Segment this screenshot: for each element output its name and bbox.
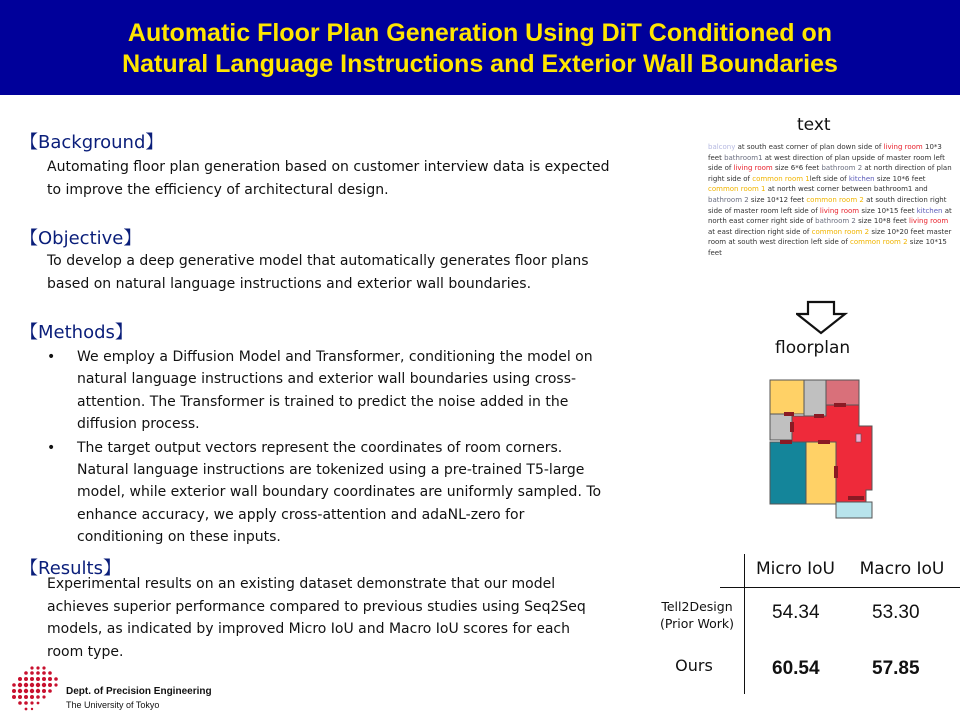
- table-prior-macro: 53.30: [872, 602, 920, 623]
- results-line-2: achieves superior performance compared to previous studies using Seq2Seq: [47, 598, 586, 615]
- title-line-1: Automatic Floor Plan Generation Using DiT Conditioned on: [127, 19, 833, 47]
- background-line-2: to improve the efficiency of architectural design.: [47, 181, 389, 198]
- table-ours-macro: 57.85: [872, 658, 920, 679]
- spec-text: at south east corner of plan down side of: [735, 143, 884, 151]
- table-horizontal-rule: [720, 587, 960, 588]
- title-banner: [0, 0, 960, 95]
- spec-text: size 10*20 feet master room at south west direction left side of: [708, 227, 952, 247]
- spec-living-room: living room: [909, 217, 949, 226]
- spec-common-room: common room 2: [850, 238, 908, 247]
- floorplan-label: floorplan: [775, 338, 851, 358]
- table-prior-micro: 54.34: [772, 602, 820, 623]
- bullet-1-line-4: diffusion process.: [77, 416, 200, 433]
- room-common-room-1: [770, 380, 804, 414]
- spec-bathroom: bathroom 2: [815, 217, 856, 226]
- room-common-room-2: [806, 442, 836, 504]
- results-line-1: Experimental results on an existing dataset demonstrate that our model: [47, 576, 556, 592]
- bullet-1-line-3: attention. The Transformer is trained to predict the noise added in the: [77, 393, 569, 410]
- window-marker: [856, 434, 861, 442]
- table-vertical-rule: [744, 554, 745, 694]
- down-arrow-icon: [796, 300, 848, 336]
- door: [818, 440, 830, 444]
- spec-text: size 10*6 feet: [874, 174, 926, 183]
- results-text: [47, 573, 647, 663]
- spec-living-room: living room: [819, 206, 860, 215]
- results-heading: 【Results】: [20, 558, 121, 579]
- spec-text: at west direction of plan upside of master room left side of: [708, 153, 945, 173]
- poster-title: [0, 18, 960, 80]
- room-bathroom-1: [770, 414, 792, 440]
- spec-text: at north east corner right side of: [708, 206, 952, 226]
- room-bathroom-2: [804, 380, 826, 416]
- methods-heading: 【Methods】: [20, 322, 133, 343]
- floorplan-diagram: [766, 376, 878, 522]
- bullet-2-line-3: model, while exterior wall boundary coordinates are uniformly sampled. To: [77, 484, 602, 501]
- bullet-2-line-5: conditioning on these inputs.: [77, 529, 281, 546]
- bullet-2-line-1: The target output vectors represent the coordinates of room corners.: [77, 439, 563, 456]
- spec-bathroom: bathroom 2: [821, 164, 863, 173]
- university-logo-icon: [6, 664, 66, 714]
- bullet-2-line-4: enhance accuracy, we apply cross-attention and adaNL-zero for: [77, 506, 525, 523]
- spec-living-room: living room: [883, 143, 923, 151]
- bullet-1-line-2: natural language instructions and exterior wall boundaries using cross-: [77, 371, 577, 388]
- spec-kitchen: kitchen: [916, 206, 943, 215]
- bullet-1-line-1: We employ a Diffusion Model and Transformer, conditioning the model on: [77, 349, 593, 365]
- table-row-label-prior: [652, 598, 742, 632]
- door: [834, 466, 838, 478]
- spec-bathroom: bathroom 2: [708, 195, 749, 204]
- row-label-line-2: (Prior Work): [659, 616, 735, 631]
- bullet-dot: •: [47, 439, 56, 456]
- methods-bullet-2: [47, 437, 657, 549]
- spec-common-room: common room 1: [708, 185, 766, 194]
- background-heading: 【Background】: [20, 132, 164, 153]
- door: [834, 403, 846, 407]
- background-text: [47, 156, 672, 201]
- spec-common-room: common room 2: [806, 195, 864, 204]
- text-label: text: [797, 115, 831, 135]
- spec-text: 10*3 feet: [708, 143, 942, 162]
- bullet-dot: •: [47, 349, 56, 365]
- methods-bullet-1: [47, 346, 657, 436]
- door: [848, 496, 864, 500]
- row-label-line-1: Tell2Design: [661, 599, 733, 614]
- door: [780, 440, 792, 444]
- door: [814, 414, 824, 418]
- title-line-2: Natural Language Instructions and Exterior Wall Boundaries: [122, 50, 838, 78]
- logo-university-name: The University of Tokyo: [66, 700, 160, 710]
- door: [790, 422, 794, 432]
- bullet-2-line-2: Natural language instructions are tokenized using a pre-trained T5-large: [77, 462, 585, 479]
- spec-text: size 10*15 feet: [859, 206, 917, 215]
- objective-text: [47, 250, 672, 295]
- spec-common-room: common room 1: [752, 174, 810, 183]
- spec-kitchen: kitchen: [848, 174, 875, 183]
- spec-text: size 6*6 feet: [772, 164, 822, 173]
- spec-text: at east direction right side of: [708, 227, 812, 236]
- spec-text: left side of: [809, 174, 849, 183]
- spec-text: size 10*12 feet: [748, 195, 807, 204]
- room-master-room: [770, 442, 806, 504]
- objective-line-2: based on natural language instructions and exterior wall boundaries.: [47, 275, 532, 292]
- door: [784, 412, 794, 416]
- room-balcony: [836, 502, 872, 518]
- background-line-1: Automating floor plan generation based on customer interview data is expected: [47, 159, 610, 175]
- spec-text: at north direction of plan right side of: [708, 164, 952, 183]
- methods-bullet-list: [47, 346, 657, 550]
- room-kitchen: [826, 380, 859, 405]
- spec-text: size 10*15 feet: [708, 238, 947, 257]
- spec-text: size 10*8 feet: [855, 217, 910, 226]
- spec-living-room: living room: [733, 164, 773, 173]
- table-header-macro-iou: Macro IoU: [859, 559, 945, 579]
- spec-balcony: balcony: [708, 143, 736, 151]
- spec-text: at north west corner between bathroom1 and: [765, 185, 928, 194]
- spec-common-room: common room 2: [811, 227, 870, 236]
- instruction-text-sample: [708, 142, 954, 259]
- objective-line-1: To develop a deep generative model that automatically generates floor plans: [47, 253, 589, 269]
- spec-bathroom: bathroom1: [724, 153, 763, 162]
- results-line-4: room type.: [47, 643, 124, 660]
- table-ours-micro: 60.54: [772, 658, 820, 679]
- logo-department-name: Dept. of Precision Engineering: [66, 686, 212, 697]
- spec-text: at south direction right side of master room left side of: [708, 195, 947, 215]
- table-header-micro-iou: Micro IoU: [755, 559, 835, 579]
- objective-heading: 【Objective】: [20, 228, 142, 249]
- results-line-3: models, as indicated by improved Micro IoU and Macro IoU scores for each: [47, 621, 570, 637]
- table-row-label-ours: Ours: [675, 656, 713, 675]
